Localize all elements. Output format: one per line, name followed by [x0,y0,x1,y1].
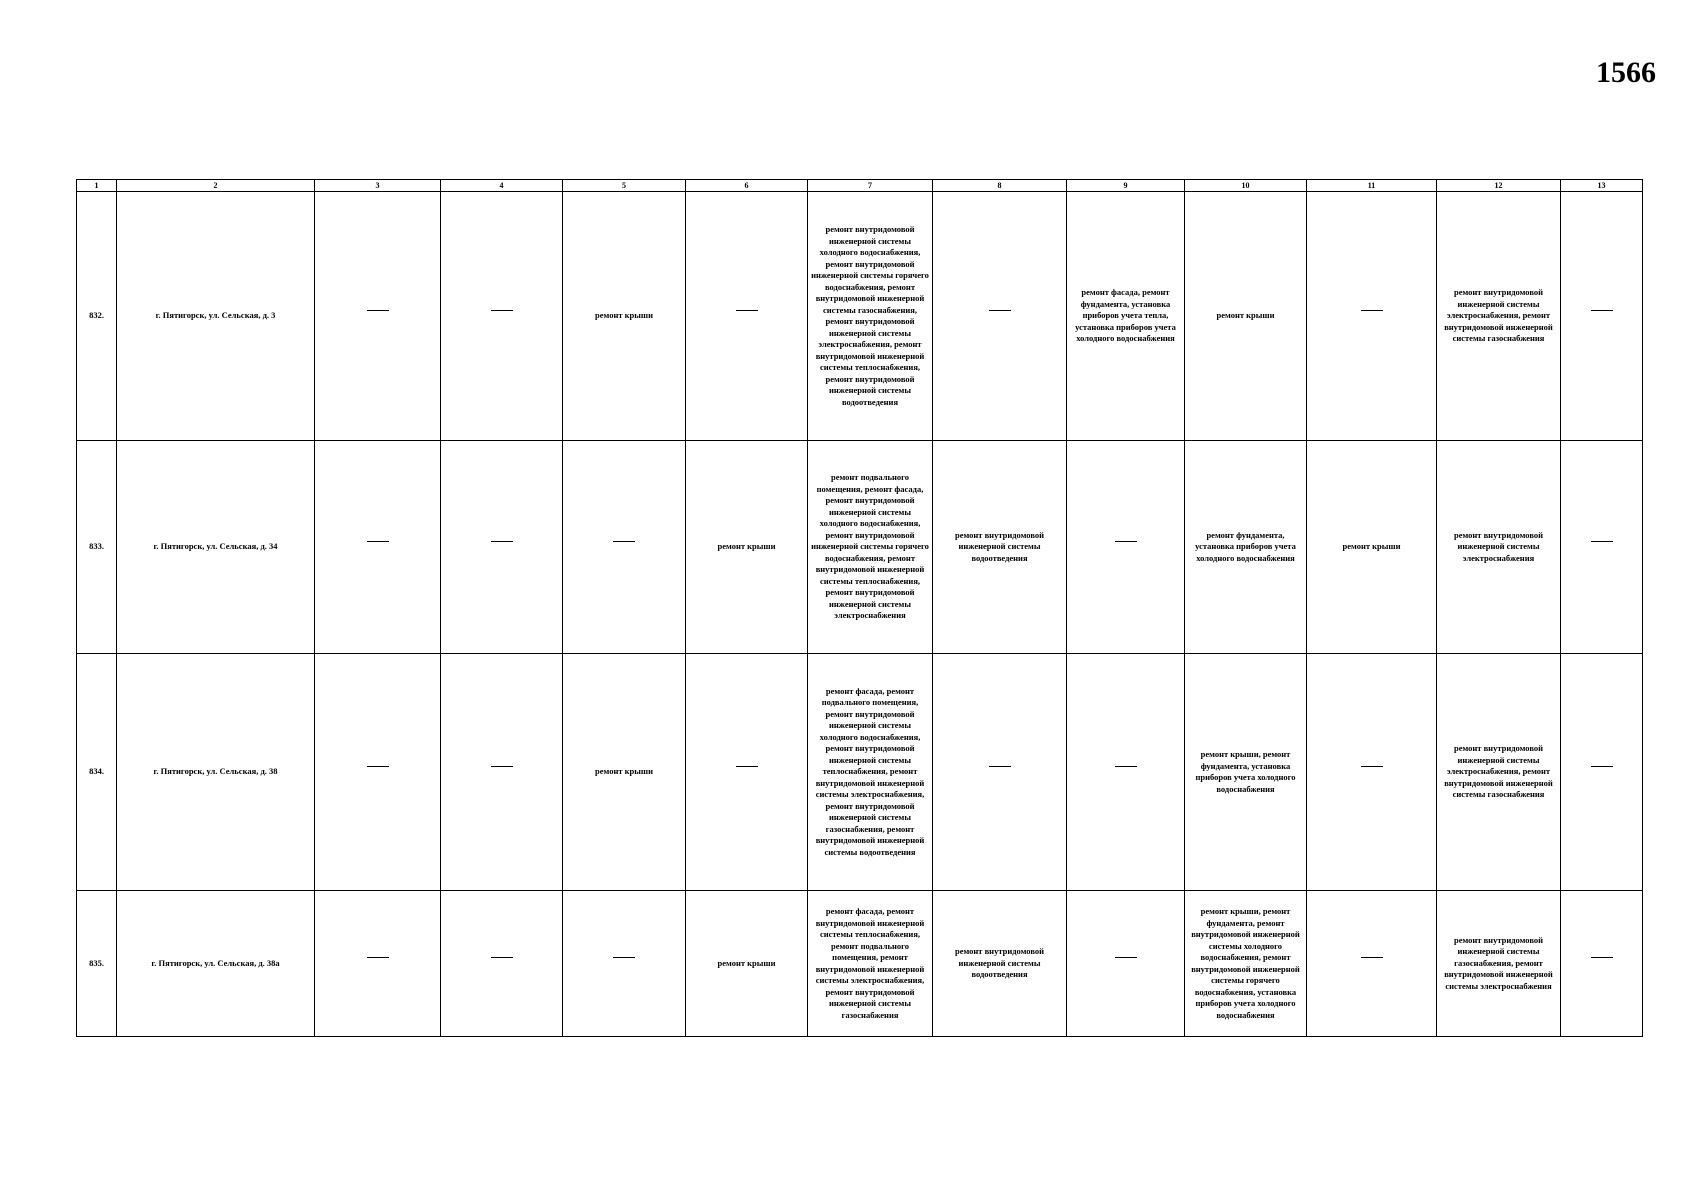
address-cell [117,891,315,1037]
work-cell [1185,654,1307,891]
dash-mark [736,766,758,779]
row-number-cell [77,654,117,891]
dash-mark [1591,541,1613,554]
work-cell [441,654,563,891]
work-cell [1561,192,1643,441]
work-cell [1067,441,1185,654]
work-cell [1437,891,1561,1037]
work-cell [808,441,933,654]
cell-text: ремонт внутридомовой инженерной системы электроснабжения, ремонт внутридомовой инженерной системы газоснабжения [1444,287,1553,344]
column-number: 4 [441,180,563,192]
work-cell [315,192,441,441]
work-cell [563,441,686,654]
work-cell [1561,654,1643,891]
dash-mark [1361,310,1383,323]
dash-mark [989,310,1011,323]
cell-text: ремонт фасада, ремонт подвального помещения, ремонт внутридомовой инженерной системы холодного водоснабжения, ремонт внутридомовой инженерной системы теплоснабжения, ремонт внутридомовой инженерной системы электроснабжения, ремонт внутридомовой инженерной системы газоснабжения, ремонт внутридомовой инженерной системы водоотведения [815,685,925,857]
cell-text: ремонт крыши [717,541,776,552]
work-cell [686,654,808,891]
work-cell [1185,192,1307,441]
work-cell [933,192,1067,441]
cell-text: ремонт крыши [1216,310,1275,321]
cell-text: ремонт внутридомовой инженерной системы электроснабжения, ремонт внутридомовой инженерной системы газоснабжения [1444,743,1553,800]
address-cell [117,441,315,654]
dash-mark [367,310,389,323]
work-cell [1067,192,1185,441]
work-cell [933,441,1067,654]
dash-mark [989,766,1011,779]
work-cell [1307,441,1437,654]
work-cell [315,891,441,1037]
cell-text: г. Пятигорск, ул. Сельская, д. 38а [151,957,280,968]
dash-mark [1361,766,1383,779]
work-cell [1067,654,1185,891]
cell-text: 833. [89,541,104,552]
column-number-row [77,180,1643,192]
work-cell [808,654,933,891]
page-number: 1566 [1596,56,1656,89]
dash-mark [1591,766,1613,779]
cell-text: ремонт внутридомовой инженерной системы водоотведения [954,529,1045,563]
row-number-cell [77,891,117,1037]
work-cell [1561,441,1643,654]
dash-mark [491,541,513,554]
address-cell [117,654,315,891]
dash-mark [1115,766,1137,779]
work-cell [1185,441,1307,654]
dash-mark [491,766,513,779]
cell-text: ремонт фасада, ремонт внутридомовой инженерной системы теплоснабжения, ремонт подвального помещения, ремонт внутридомовой инженерной системы электроснабжения, ремонт внутридомовой инженерной системы газоснабжения [815,906,925,1020]
cell-text: ремонт подвального помещения, ремонт фасада, ремонт внутридомовой инженерной системы холодного водоснабжения, ремонт внутридомовой инженерной системы горячего водоснабжения, ремонт внутридомовой инженерной системы теплоснабжения, ремонт внутридомовой инженерной системы электроснабжения [811,472,929,621]
dash-mark [367,957,389,970]
column-number: 12 [1437,180,1561,192]
column-number: 6 [686,180,808,192]
work-cell [808,192,933,441]
work-cell [315,654,441,891]
cell-text: ремонт крыши, ремонт фундамента, установка приборов учета холодного водоснабжения [1195,749,1296,794]
dash-mark [367,541,389,554]
work-cell [808,891,933,1037]
work-cell [315,441,441,654]
work-cell [1437,654,1561,891]
work-cell [441,891,563,1037]
column-number: 10 [1185,180,1307,192]
cell-text: ремонт крыши [717,957,776,968]
cell-text: ремонт внутридомовой инженерной системы газоснабжения, ремонт внутридомовой инженерной системы электроснабжения [1444,934,1553,991]
dash-mark [736,310,758,323]
work-cell [1307,192,1437,441]
cell-text: г. Пятигорск, ул. Сельская, д. 34 [153,541,278,552]
column-number: 13 [1561,180,1643,192]
cell-text: ремонт крыши [595,766,653,777]
work-cell [1307,891,1437,1037]
work-cell [686,891,808,1037]
work-cell [441,441,563,654]
column-number: 2 [117,180,315,192]
column-number: 1 [77,180,117,192]
table-row [77,654,1643,891]
cell-text: 834. [89,766,104,777]
cell-text: ремонт внутридомовой инженерной системы водоотведения [954,946,1045,980]
work-cell [1437,192,1561,441]
repair-schedule-table [76,179,1643,1037]
dash-mark [613,957,635,970]
work-cell [563,891,686,1037]
dash-mark [367,766,389,779]
column-number: 9 [1067,180,1185,192]
work-cell [441,192,563,441]
dash-mark [491,310,513,323]
work-cell [933,654,1067,891]
table-body [77,192,1643,1037]
dash-mark [1591,310,1613,323]
cell-text: ремонт внутридомовой инженерной системы электроснабжения [1453,529,1544,563]
dash-mark [1115,541,1137,554]
cell-text: г. Пятигорск, ул. Сельская, д. 3 [155,310,276,321]
cell-text: ремонт крыши [595,310,653,321]
cell-text: г. Пятигорск, ул. Сельская, д. 38 [153,766,278,777]
dash-mark [1115,957,1137,970]
table-row [77,441,1643,654]
cell-text: ремонт внутридомовой инженерной системы холодного водоснабжения, ремонт внутридомовой инженерной системы горячего водоснабжения, ремонт внутридомовой инженерной системы газоснабжения, ремонт внутридомовой инженерной системы электроснабжения, ремонт внутридомовой инженерной системы теплоснабжения, ремонт внутридомовой инженерной системы водоотведения [811,224,929,407]
work-cell [563,654,686,891]
work-cell [1067,891,1185,1037]
column-number: 5 [563,180,686,192]
row-number-cell [77,192,117,441]
row-number-cell [77,441,117,654]
work-cell [1185,891,1307,1037]
column-number: 3 [315,180,441,192]
dash-mark [613,541,635,554]
work-cell [933,891,1067,1037]
column-number: 11 [1307,180,1437,192]
cell-text: ремонт фундамента, установка приборов учета холодного водоснабжения [1195,529,1296,563]
column-number: 7 [808,180,933,192]
work-cell [686,192,808,441]
dash-mark [491,957,513,970]
table-row [77,891,1643,1037]
cell-text: ремонт фасада, ремонт фундамента, установка приборов учета тепла, установка приборов учета холодного водоснабжения [1075,287,1176,344]
cell-text: ремонт крыши [1342,541,1401,552]
work-cell [686,441,808,654]
column-number: 8 [933,180,1067,192]
work-cell [1561,891,1643,1037]
cell-text: ремонт крыши, ремонт фундамента, ремонт внутридомовой инженерной системы холодного водоснабжения, ремонт внутридомовой инженерной системы горячего водоснабжения, установка приборов учета холодного водоснабжения [1191,906,1300,1020]
table-row [77,192,1643,441]
work-cell [1437,441,1561,654]
cell-text: 835. [89,957,104,968]
work-cell [563,192,686,441]
cell-text: 832. [89,310,104,321]
dash-mark [1361,957,1383,970]
address-cell [117,192,315,441]
work-cell [1307,654,1437,891]
dash-mark [1591,957,1613,970]
